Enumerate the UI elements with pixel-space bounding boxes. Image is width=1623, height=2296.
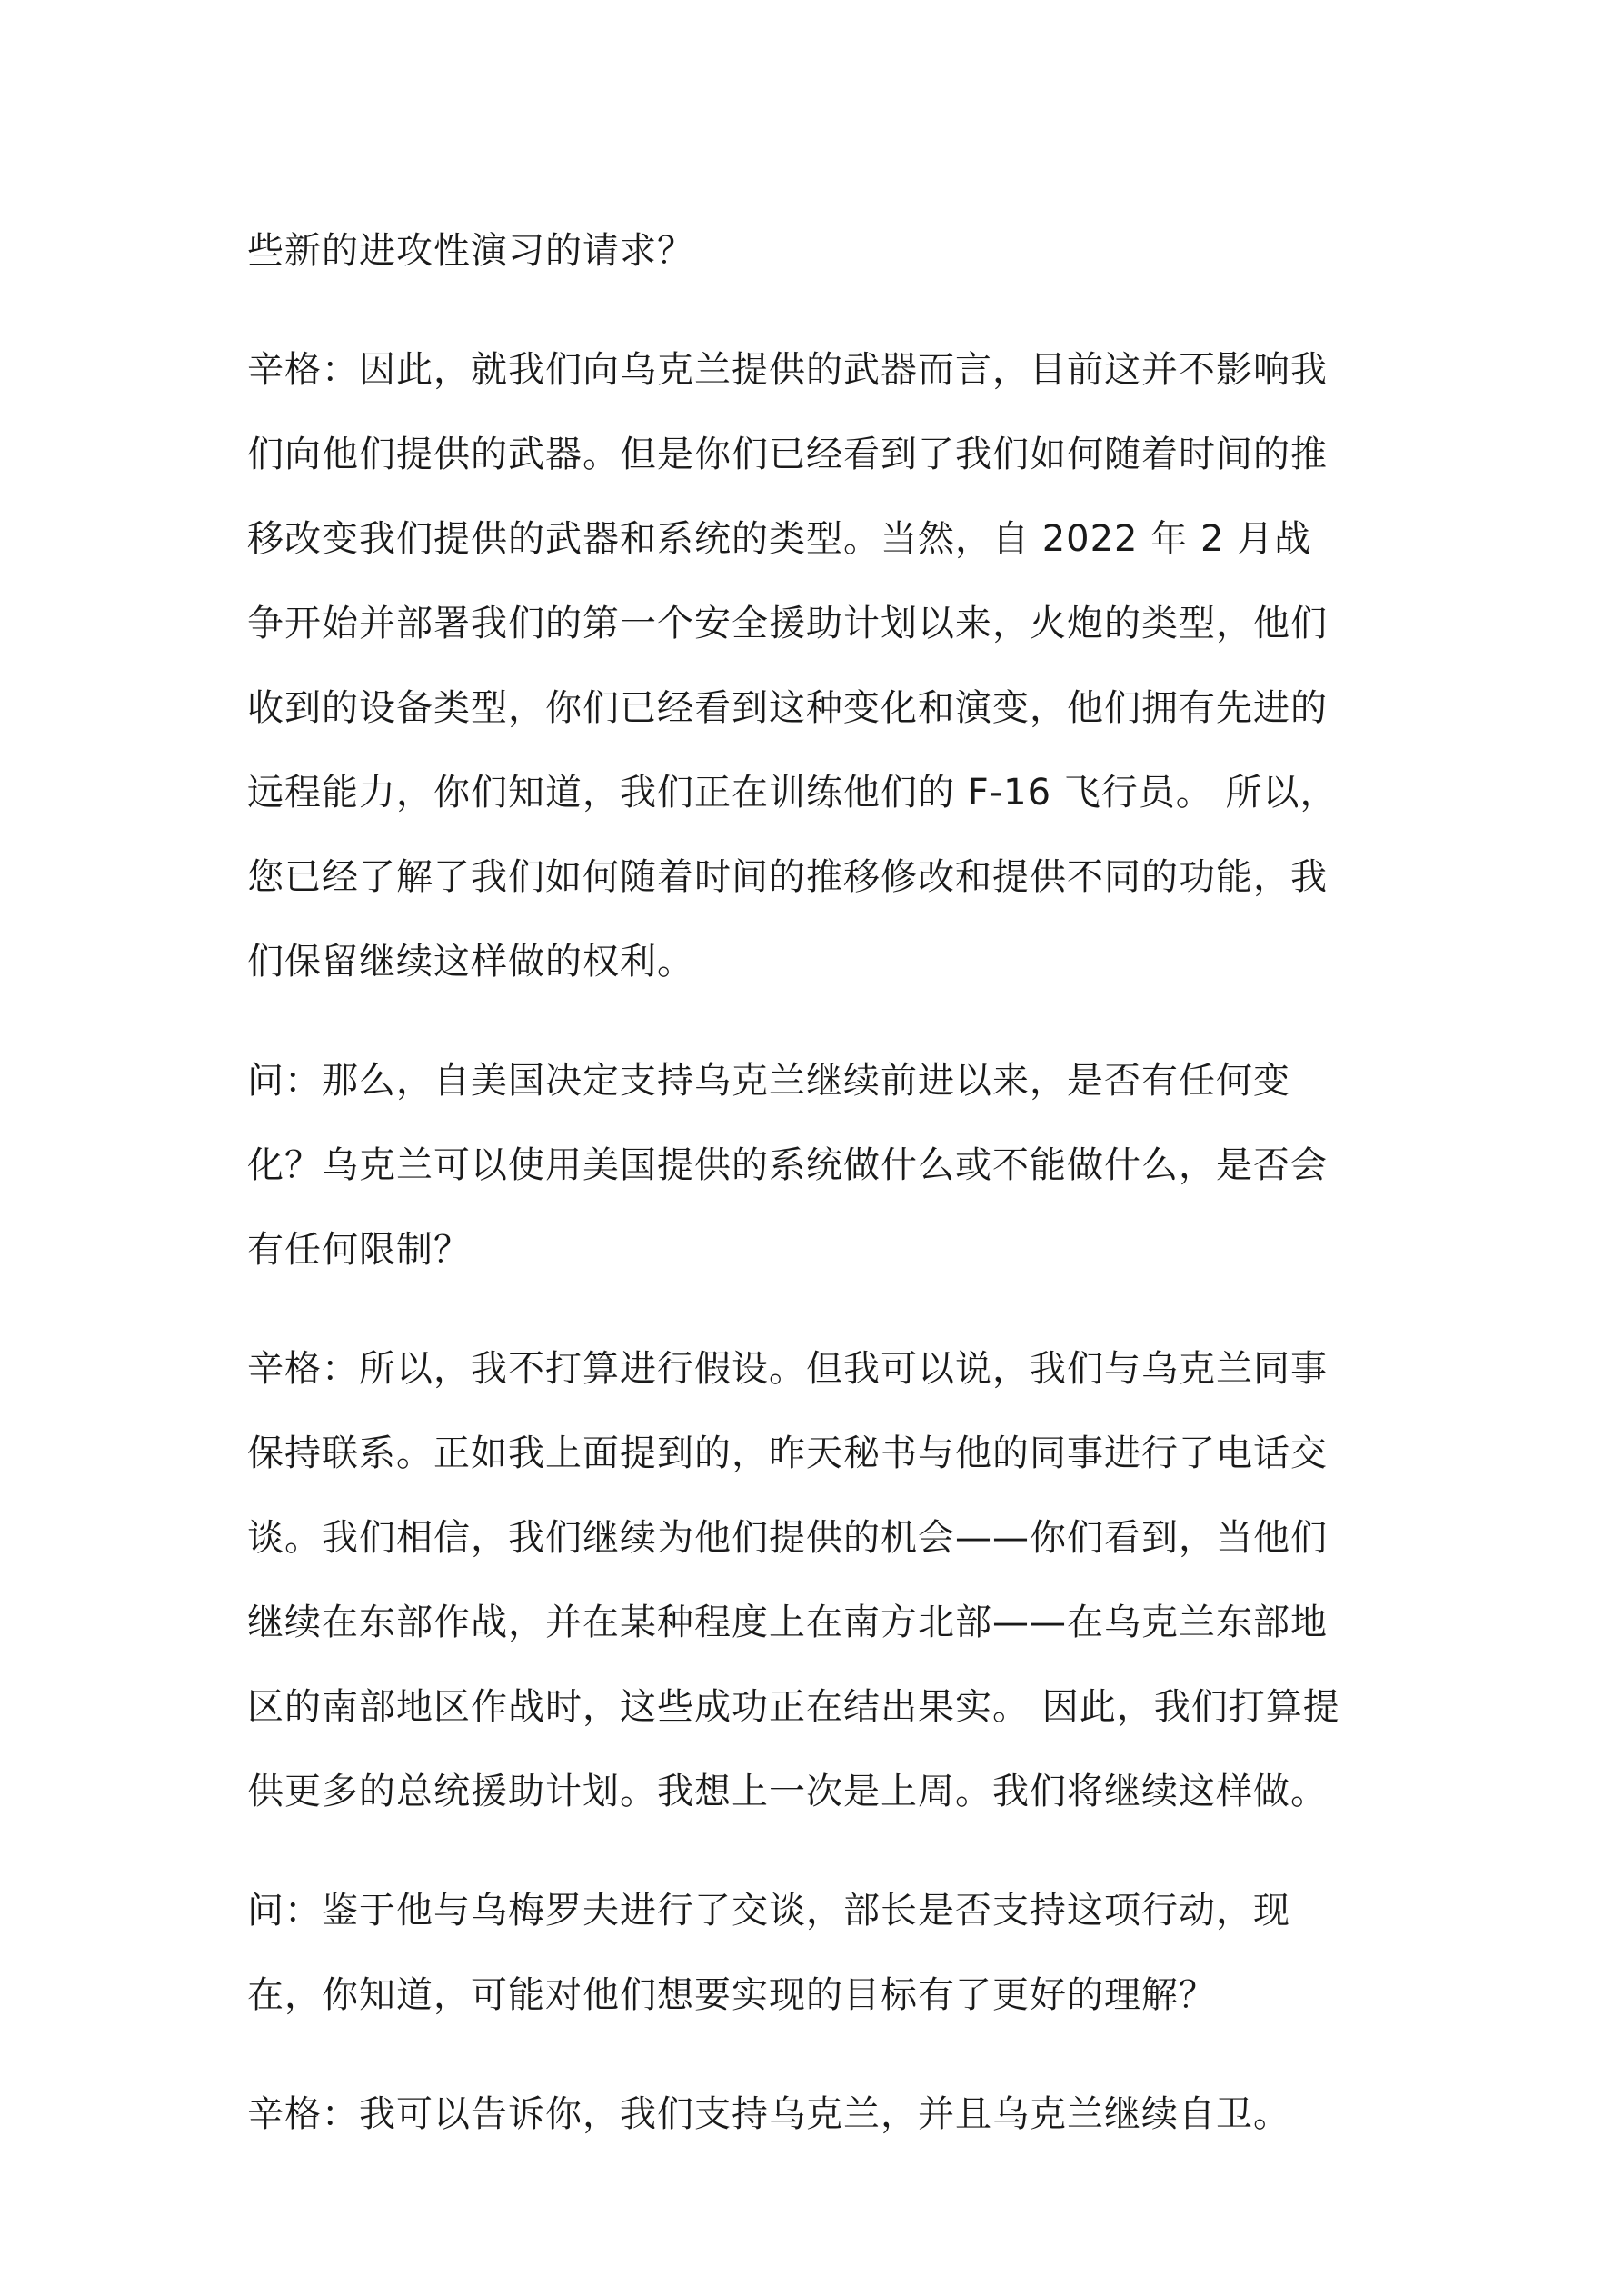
text-line: 辛格：因此，就我们向乌克兰提供的武器而言，目前这并不影响我 — [247, 349, 1328, 391]
text-line: 谈。我们相信，我们继续为他们提供的机会——你们看到，当他们 — [247, 1517, 1328, 1559]
paragraph-answer-singh-hypotheticals — [247, 1327, 1392, 1834]
text-line: 远程能力，你们知道，我们正在训练他们的 F-16 飞行员。 所以， — [247, 772, 1338, 814]
paragraph-question-restrictions — [247, 1039, 1392, 1293]
text-line: 继续在东部作战，并在某种程度上在南方北部——在乌克兰东部地 — [247, 1602, 1328, 1643]
text-line: 供更多的总统援助计划。我想上一次是上周。我们将继续这样做。 — [247, 1771, 1328, 1812]
text-line: 移改变我们提供的武器和系统的类型。当然，自 2022 年 2 月战 — [247, 518, 1312, 560]
paragraph-question-umerov — [247, 1869, 1392, 2038]
text-line: 些新的进攻性演习的请求？ — [247, 230, 694, 272]
text-line: 您已经了解了我们如何随着时间的推移修改和提供不同的功能，我 — [247, 856, 1328, 898]
text-line: 区的南部地区作战时，这些成功正在结出果实。 因此，我们打算提 — [247, 1686, 1340, 1728]
text-line: 问：那么，自美国决定支持乌克兰继续前进以来，是否有任何变 — [247, 1060, 1290, 1102]
document-body — [247, 209, 1392, 2191]
text-line: 问：鉴于他与乌梅罗夫进行了交谈，部长是否支持这项行动，现 — [247, 1890, 1290, 1932]
text-line: 在，你知道，可能对他们想要实现的目标有了更好的理解？ — [247, 1974, 1216, 2016]
text-line: 辛格：我可以告诉你，我们支持乌克兰，并且乌克兰继续自卫。 — [247, 2093, 1290, 2135]
text-line: 收到的设备类型，你们已经看到这种变化和演变，他们拥有先进的 — [247, 687, 1328, 729]
text-line: 争开始并部署我们的第一个安全援助计划以来，火炮的类型，他们 — [247, 603, 1328, 644]
text-line: 辛格：所以，我不打算进行假设。但我可以说，我们与乌克兰同事 — [247, 1348, 1328, 1390]
text-line: 化？乌克兰可以使用美国提供的系统做什么或不能做什么，是否会 — [247, 1144, 1328, 1186]
text-line: 们向他们提供的武器。但是你们已经看到了我们如何随着时间的推 — [247, 434, 1328, 475]
paragraph-answer-singh-weapons — [247, 328, 1392, 1004]
paragraph-question-continuation — [247, 209, 1392, 294]
paragraph-answer-singh-support — [247, 2072, 1392, 2157]
text-line: 保持联系。正如我上面提到的，昨天秘书与他的同事进行了电话交 — [247, 1433, 1328, 1474]
text-line: 有任何限制？ — [247, 1229, 471, 1271]
text-line: 们保留继续这样做的权利。 — [247, 941, 694, 983]
